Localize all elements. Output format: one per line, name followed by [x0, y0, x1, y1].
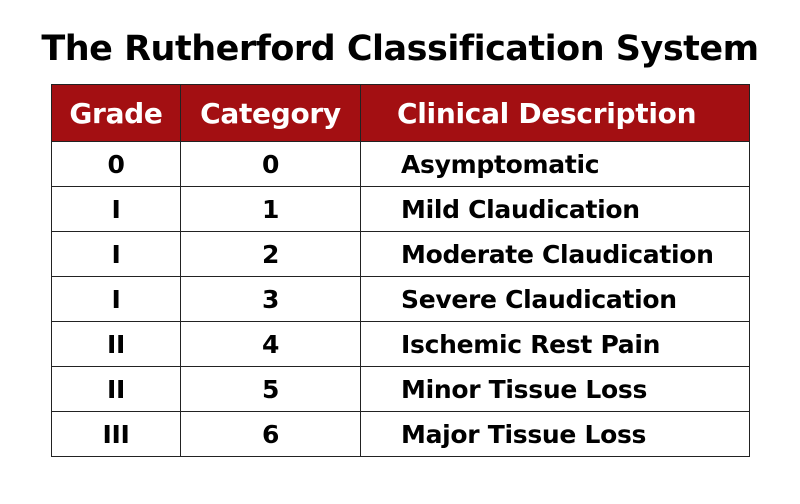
header-category: Category	[181, 85, 361, 142]
description-cell: Minor Tissue Loss	[361, 367, 750, 412]
table-row	[52, 142, 750, 187]
grade-cell: I	[52, 232, 181, 277]
description-cell: Severe Claudication	[361, 277, 750, 322]
category-cell: 3	[181, 277, 361, 322]
category-cell: 6	[181, 412, 361, 457]
table-row	[52, 277, 750, 322]
table-row	[52, 412, 750, 457]
description-cell: Ischemic Rest Pain	[361, 322, 750, 367]
grade-cell: II	[52, 322, 181, 367]
category-cell: 5	[181, 367, 361, 412]
table-row	[52, 232, 750, 277]
description-cell: Mild Claudication	[361, 187, 750, 232]
grade-cell: II	[52, 367, 181, 412]
description-cell: Asymptomatic	[361, 142, 750, 187]
description-cell: Moderate Claudication	[361, 232, 750, 277]
category-cell: 1	[181, 187, 361, 232]
grade-cell: I	[52, 277, 181, 322]
header-clinical-description: Clinical Description	[361, 85, 750, 142]
header-grade: Grade	[52, 85, 181, 142]
grade-cell: III	[52, 412, 181, 457]
page-title: The Rutherford Classification System	[41, 29, 759, 69]
grade-cell: I	[52, 187, 181, 232]
category-cell: 2	[181, 232, 361, 277]
table-row	[52, 322, 750, 367]
category-cell: 0	[181, 142, 361, 187]
category-cell: 4	[181, 322, 361, 367]
grade-cell: 0	[52, 142, 181, 187]
classification-table	[51, 84, 750, 457]
table-header-row	[52, 85, 750, 142]
table-row	[52, 187, 750, 232]
description-cell: Major Tissue Loss	[361, 412, 750, 457]
table-row	[52, 367, 750, 412]
